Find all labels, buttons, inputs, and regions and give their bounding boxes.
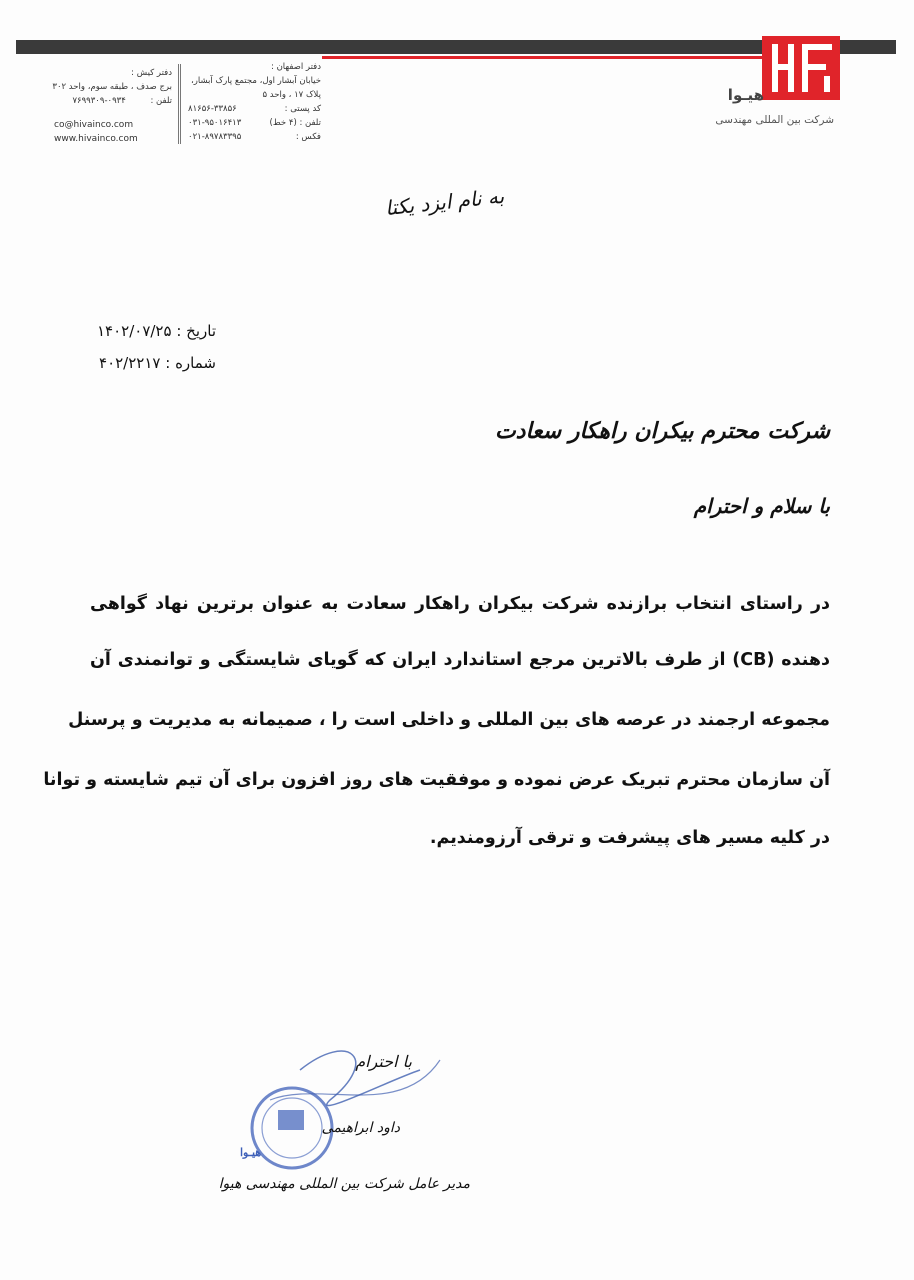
fax-label: فکس :	[295, 132, 321, 142]
date-label: تاریخ :	[176, 322, 216, 340]
email-link[interactable]: co@hivainco.com	[54, 120, 134, 130]
hiva-logo	[762, 36, 840, 108]
header-divider-1	[180, 64, 181, 144]
fax-value: ۰۲۱-۸۹۷۸۳۳۹۵	[188, 132, 242, 142]
postal-label: کد پستی :	[284, 104, 321, 114]
brand-name: هیـوا	[727, 86, 764, 104]
phone-label: تلفن : (۴ خط)	[269, 118, 321, 128]
invocation: به نام ایزد یکتا	[383, 183, 505, 221]
number-line	[99, 354, 216, 372]
body-line-1: در راستای انتخاب برازنده شرکت بیکران راهکار سعادت به عنوان برترین نهاد گواهی	[90, 594, 830, 614]
brand-subtitle: شرکت بین المللی مهندسی	[715, 114, 834, 126]
isfahan-values	[188, 102, 278, 144]
body-line-4: آن سازمان محترم تبریک عرض نموده و موفقیت های روز افزون برای آن تیم شایسته و توانا	[43, 770, 830, 790]
kish-address: برج صدف ، طبقه سوم، واحد ۳۰۲	[52, 82, 172, 92]
kish-office-block	[37, 66, 172, 108]
kish-phone-label: تلفن :	[150, 96, 172, 106]
body-line-3: مجموعه ارجمند در عرصه های بین المللی و داخلی است را ، صمیمانه به مدیریت و پرسنل	[68, 710, 830, 730]
signer-name: داود ابراهیمی	[321, 1120, 400, 1136]
closing: با احترام	[355, 1052, 412, 1071]
stamp-text: هیـوا	[240, 1146, 262, 1159]
phone-value: ۰۳۱-۹۵۰۱۶۴۱۳	[188, 118, 242, 128]
number-label: شماره :	[165, 354, 216, 372]
date-value: ۱۴۰۲/۰۷/۲۵	[96, 322, 172, 340]
greeting: با سلام و احترام	[693, 494, 830, 518]
isfahan-address-1: خیابان آبشار اول، مجتمع پارک آبشار،	[191, 76, 321, 86]
header-red-line	[322, 56, 822, 59]
kish-title: دفتر کیش :	[131, 68, 172, 78]
signature-block	[218, 1040, 470, 1210]
postal-value: ۸۱۶۵۶-۳۳۸۵۶	[188, 104, 237, 114]
number-value: ۴۰۲/۲۲۱۷	[99, 354, 161, 372]
isfahan-title: دفتر اصفهان :	[271, 62, 321, 72]
signer-title: مدیر عامل شرکت بین المللی مهندسی هیوا	[218, 1176, 470, 1192]
isfahan-address-2: پلاک ۱۷ ، واحد ۵	[262, 90, 321, 100]
header-divider-2	[178, 64, 179, 144]
addressee: شرکت محترم بیکران راهکار سعادت	[494, 418, 830, 444]
kish-phone-value: ۰۹۳۴-۷۶۹۹۳۰۹	[72, 96, 126, 106]
website-link[interactable]: www.hivainco.com	[54, 134, 138, 144]
body-line-5: در کلیه مسیر های پیشرفت و ترقی آرزومندیم.	[429, 828, 830, 848]
date-line	[97, 322, 216, 340]
body-line-2: دهنده (CB) از طرف بالاترین مرجع استاندارد ایران که گویای شایستگی و توانمندی آن	[90, 650, 830, 670]
